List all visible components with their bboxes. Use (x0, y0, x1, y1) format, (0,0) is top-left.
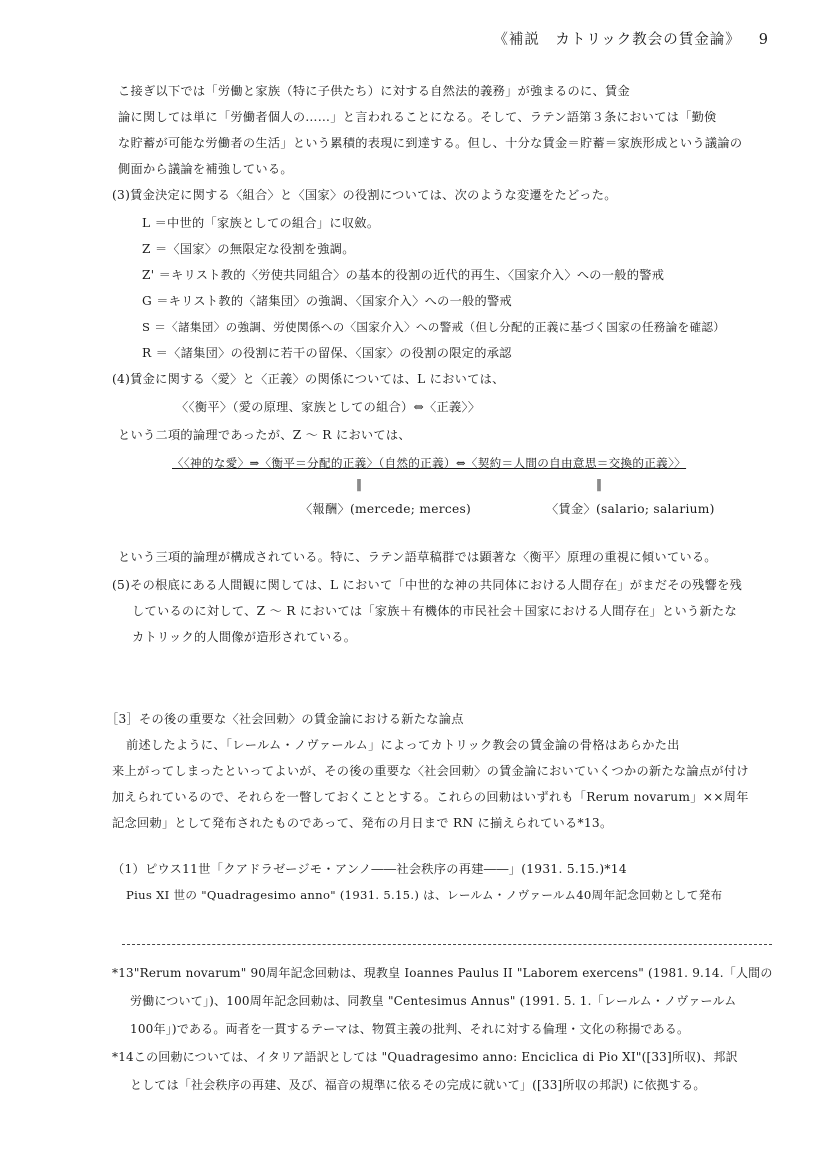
section3-para-line-2: 来上がってしまったといってよいが、その後の重要な〈社会回勅〉の賃金論においていくつかの新たな論点が付け (112, 764, 749, 778)
item3-line-S: S ＝〈諸集団〉の強調、労使関係への〈国家介入〉への警戒（但し分配的正義に基づく国家の任務論を確認） (142, 320, 726, 334)
item5-line-3: カトリック的人間像が造形されている。 (132, 630, 357, 644)
item5-line-2: しているのに対して、Z ～ R においては「家族＋有機体的市民社会＋国家における人間存在」という新たな (132, 604, 737, 618)
section3-para-line-3: 加えられているので、それらを一瞥しておくこととする。これらの回勅はいずれも「Rerum novarum」××周年 (112, 790, 749, 804)
connector-left: ‖ (356, 477, 362, 491)
item3-line-R: R ＝〈諸集団〉の役割に若干の留保、〈国家〉の役割の限定的承認 (142, 346, 512, 360)
section3-para-line-1: 前述したように、「レールム・ノヴァールム」によってカトリック教会の賃金論の骨格はあらかた出 (126, 738, 680, 752)
footnote-divider (122, 944, 772, 945)
item3-heading: (3)賃金決定に関する〈組合〉と〈国家〉の役割については、次のような変遷をたどった。 (112, 188, 617, 202)
subsection1-heading: （1）ピウス11世「クアドラゼージモ・アンノ――社会秩序の再建――」(1931. 5.15.)*14 (112, 862, 627, 876)
item4-formula-L: 〈〈衡平〉（愛の原理、家族としての組合）⇔〈正義〉〉 (176, 400, 481, 414)
intro-line-4: 側面から議論を補強している。 (118, 162, 293, 176)
footnote-13-line-1: *13"Rerum novarum" 90周年記念回勅は、現教皇 Ioannes Paulus II "Laborem exercens" (1981. 9.14.「人間の (112, 966, 773, 980)
footnote-13-line-2: 労働について」)、100周年記念回勅は、同教皇 "Centesimus Annus" (1991. 5. 1.「レールム・ノヴァールム (130, 994, 737, 1008)
intro-line-2: 論に関しては単に「労働者個人の……」と言われることになる。そして、ラテン語第３条においては「勤倹 (118, 110, 717, 124)
item4-transition: という二項的論理であったが、Z ～ R においては、 (118, 428, 411, 442)
section3-heading: ［3］その後の重要な〈社会回勅〉の賃金論における新たな論点 (106, 712, 464, 726)
item4-heading: (4)賃金に関する〈愛〉と〈正義〉の関係については、L においては、 (112, 372, 505, 386)
running-header (493, 28, 769, 49)
intro-line-3: な貯蓄が可能な労働者の生活」という累積的表現に到達する。但し、十分な賃金＝貯蓄＝家族形成という議論の (118, 136, 743, 150)
item4-formula-ZR: 〈〈神的な愛〉⇒〈衡平＝分配的正義〉（自然的正義）⇔〈契約＝人間の自由意思＝交換的正義〉〉 (172, 456, 687, 470)
item3-line-Z: Z ＝〈国家〉の無限定な役割を強調。 (142, 242, 355, 256)
intro-line-1: こ接ぎ以下では「労働と家族（特に子供たち）に対する自然法的義務」が強まるのに、賃金 (118, 84, 630, 98)
footnote-14-line-2: としては「社会秩序の再建、及び、福音の規準に依るその完成に就いて」([33]所収の邦訳) に依拠する。 (130, 1078, 706, 1092)
connector-right: ‖ (596, 477, 602, 491)
header-title: 《補説 カトリック教会の賃金論》 (493, 32, 741, 48)
item3-line-Z-prime: Z' ＝キリスト教的〈労使共同組合〉の基本的役割の近代的再生、〈国家介入〉への一般的警戒 (142, 268, 665, 282)
item4-conclusion: という三項的論理が構成されている。特に、ラテン語草稿群では顕著な〈衡平〉原理の重視に傾いている。 (118, 550, 717, 564)
section3-para-line-4: 記念回勅」として発布されたものであって、発布の月日まで RN に揃えられている*13。 (112, 816, 613, 830)
footnote-13-line-3: 100年」)である。両者を一貫するテーマは、物質主義の批判、それに対する倫理・文化の称揚である。 (130, 1022, 690, 1036)
item5-line-1: (5)その根底にある人間観に関しては、L において「中世的な神の共同体における人間存在」がまだその残響を残 (112, 578, 743, 592)
footnote-14-line-1: *14この回勅については、イタリア語訳としては "Quadragesimo anno: Enciclica di Pio XI"([33]所収)、邦訳 (112, 1050, 738, 1064)
item3-line-L: L ＝中世的「家族としての組合」に収斂。 (142, 216, 380, 230)
item3-line-G: G ＝キリスト教的〈諸集団〉の強調、〈国家介入〉への一般的警戒 (142, 294, 513, 308)
label-salario: 〈賃金〉(salario; salarium) (546, 502, 715, 516)
page-number: 9 (758, 32, 769, 48)
subsection1-para: Pius XI 世の "Quadragesimo anno" (1931. 5.15.) は、レールム・ノヴァールム40周年記念回勅として発布 (126, 888, 723, 902)
label-mercede: 〈報酬〉(mercede; merces) (300, 502, 472, 516)
